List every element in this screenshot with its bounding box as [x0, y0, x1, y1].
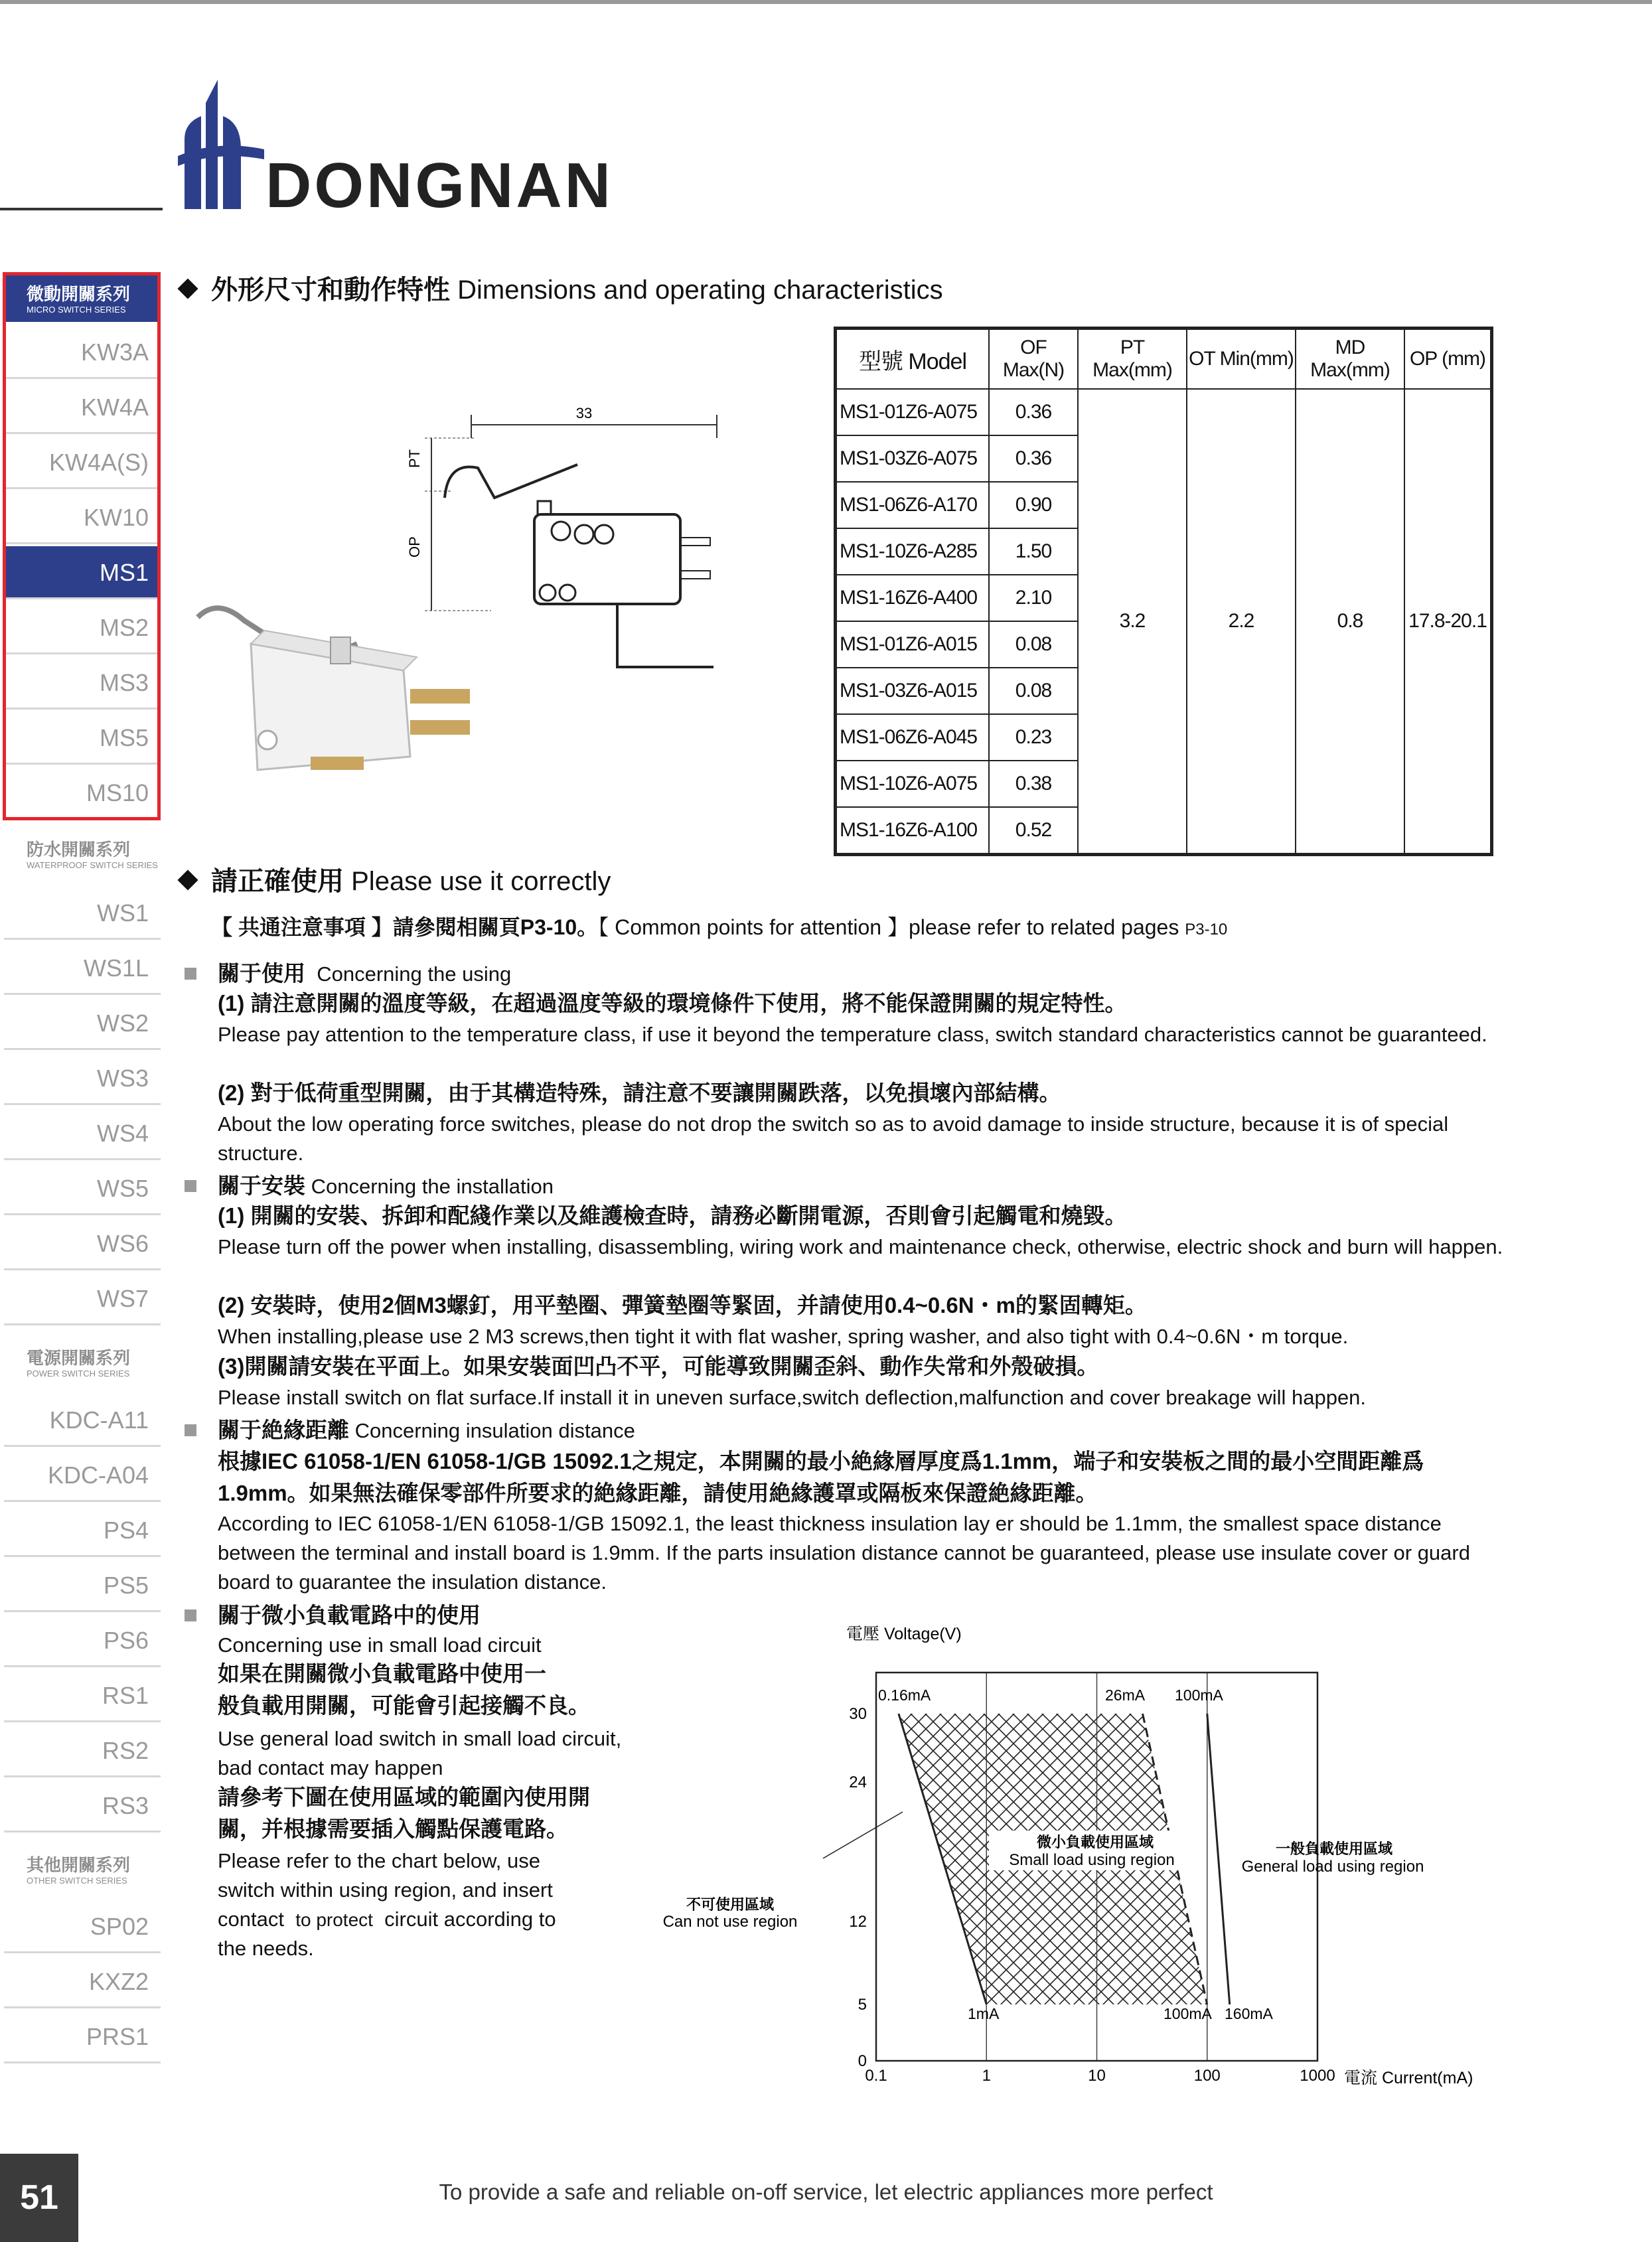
annot-016ma: 0.16mA	[878, 1686, 931, 1704]
category-en: OTHER SWITCH SERIES	[27, 1876, 127, 1886]
sidebar-item-rs3[interactable]: RS3	[4, 1779, 161, 1832]
chart-xlabel: 電流 Current(mA)	[1344, 2069, 1473, 2087]
col-of: OF Max(N)	[989, 329, 1078, 390]
smallload-l9b: to protect	[295, 1909, 373, 1930]
chart-ylabel: 電壓 Voltage(V)	[846, 1625, 962, 1643]
header-rule	[0, 208, 163, 210]
sidebar-item-ws1l[interactable]: WS1L	[4, 942, 161, 995]
common-en: 【 Common points for attention 】please refer to related pages	[598, 915, 1179, 939]
general-load-boundary	[1207, 1714, 1230, 2004]
sidebar-item-ws7[interactable]: WS7	[4, 1272, 161, 1325]
sidebar-item-ms10[interactable]: MS10	[4, 767, 161, 820]
col-md: MD Max(mm)	[1296, 329, 1404, 390]
smallload-l4: bad contact may happen	[218, 1756, 443, 1779]
annot-100ma-bottom: 100mA	[1164, 2005, 1212, 2022]
using-heading	[218, 959, 1505, 989]
model-cell: MS1-01Z6-A015	[836, 621, 990, 668]
insulation-p-en: According to IEC 61058-1/EN 61058-1/GB 15092.1, the least thickness insulation lay er should be 1.1mm, the smallest space distance between the terminal and install board is 1.9mm. If the parts insulation distance cannot be guaranteed, please use insulate cover or guard board to guarantee the insulation distance.	[218, 1512, 1470, 1594]
smallload-l5: 請參考下圖在使用區域的範圍內使用開	[218, 1785, 590, 1809]
smallload-heading-en: Concerning use in small load circuit	[218, 1633, 542, 1657]
sidebar-item-ps4[interactable]: PS4	[4, 1504, 161, 1557]
y-tick-label: 5	[858, 1996, 867, 2014]
dimension-drawing	[406, 398, 723, 690]
install-heading-cn: 關于安裝	[218, 1173, 305, 1198]
using-p2-en: About the low operating force switches, please do not drop the switch so as to avoid damage to inside structure, because it is of special structure.	[218, 1112, 1449, 1165]
section-title-en: Please use it correctly	[351, 867, 611, 896]
of-cell: 0.36	[989, 435, 1078, 482]
of-cell: 0.52	[989, 807, 1078, 855]
diamond-bullet-icon	[177, 279, 198, 299]
sidebar-item-kw4a[interactable]: KW4A	[4, 381, 161, 434]
x-tick-label: 1	[982, 2067, 991, 2085]
category-cn: 微動開關系列	[27, 284, 131, 304]
of-cell: 0.38	[989, 761, 1078, 807]
category-other	[4, 1846, 161, 1893]
sidebar-item-ps6[interactable]: PS6	[4, 1614, 161, 1667]
category-en: POWER SWITCH SERIES	[27, 1369, 130, 1379]
smallload-l10: the needs.	[218, 1937, 314, 1960]
section-title-en: Dimensions and operating characteristics	[457, 275, 943, 305]
using-p1-en: Please pay attention to the temperature class, if use it beyond the temperature class, switch standard characteristics cannot be guaranteed.	[218, 1023, 1487, 1046]
model-cell: MS1-06Z6-A045	[836, 714, 990, 761]
smallload-heading-cn: 關于微小負載電路中的使用	[218, 1603, 481, 1627]
model-cell: MS1-01Z6-A075	[836, 389, 990, 435]
using-heading-cn: 關于使用	[218, 961, 305, 986]
sidebar-item-prs1[interactable]: PRS1	[4, 2010, 161, 2063]
op-cell: 17.8-20.1	[1404, 389, 1492, 855]
model-cell: MS1-06Z6-A170	[836, 482, 990, 528]
model-cell: MS1-16Z6-A400	[836, 575, 990, 621]
using-heading-en: Concerning the using	[317, 962, 512, 986]
install-heading-en: Concerning the installation	[311, 1175, 554, 1198]
sidebar-item-ms3[interactable]: MS3	[4, 656, 161, 710]
cannot-region-cn: 不可使用區域	[686, 1896, 775, 1913]
insulation-p-cn: 根據IEC 61058-1/EN 61058-1/GB 15092.1之規定，本開關的最小絶緣層厚度爲1.1mm，端子和安裝板之間的最小空間距離爲1.9mm。如果無法確保零部件所要求的絶緣距離，請使用絶緣護罩或隔板來保證絶緣距離。	[218, 1449, 1424, 1505]
sidebar-item-ws6[interactable]: WS6	[4, 1217, 161, 1270]
smallload-l9c: circuit according to	[384, 1907, 556, 1931]
general-region-cn: 一般負載使用區域	[1275, 1840, 1393, 1857]
footer-slogan: To provide a safe and reliable on-off service, let electric appliances more perfect	[439, 2180, 1213, 2204]
install-p3-cn: (3)開關請安裝在平面上。如果安裝面凹凸不平，可能導致開關歪斜、動作失常和外殼破損。	[218, 1354, 1099, 1379]
x-tick-label: 0.1	[865, 2067, 887, 2085]
sidebar-item-ms5[interactable]: MS5	[4, 711, 161, 765]
col-op: OP (mm)	[1404, 329, 1492, 390]
small-region-en: Small load using region	[1009, 1851, 1175, 1869]
smallload-l2: 般負載用開關，可能會引起接觸不良。	[218, 1693, 590, 1718]
category-cn: 防水開關系列	[27, 840, 131, 859]
of-cell: 0.36	[989, 389, 1078, 435]
smallload-l6: 關，并根據需要插入觸點保護電路。	[218, 1817, 568, 1841]
sidebar-item-kw10[interactable]: KW10	[4, 491, 161, 544]
table-header-row	[836, 329, 1492, 390]
category-cn: 電源開關系列	[27, 1348, 131, 1368]
x-tick-label: 100	[1193, 2067, 1221, 2085]
smallload-l9a: contact	[218, 1907, 284, 1931]
square-bullet-icon	[185, 1180, 196, 1192]
sidebar-item-kdc-a11[interactable]: KDC-A11	[4, 1394, 161, 1447]
cannot-region-en: Can not use region	[662, 1913, 798, 1931]
common-cn: 【 共通注意事項 】請參閱相關頁P3-10。	[211, 915, 599, 939]
spec-table	[834, 327, 1493, 856]
model-cell: MS1-10Z6-A285	[836, 528, 990, 575]
sidebar-item-ws5[interactable]: WS5	[4, 1162, 161, 1215]
category-cn: 其他開關系列	[27, 1855, 131, 1875]
sidebar-item-ms2[interactable]: MS2	[4, 601, 161, 654]
smallload-l9	[218, 1905, 709, 1935]
pointer-line	[823, 1812, 903, 1858]
sidebar-item-kw4a-s[interactable]: KW4A(S)	[4, 436, 161, 489]
install-p2-cn: (2) 安裝時，使用2個M3螺釘，用平墊圈、彈簧墊圈等緊固，并請使用0.4~0.6N・m的緊固轉矩。	[218, 1293, 1147, 1317]
install-heading	[218, 1171, 1505, 1201]
section-title-cn: 外形尺寸和動作特性	[211, 275, 450, 305]
common-page-ref: P3-10	[1185, 921, 1228, 938]
install-p2-en: When installing,please use 2 M3 screws,then tight it with flat washer, spring washer, and also tight with 0.4~0.6N・m torque.	[218, 1325, 1349, 1348]
y-tick-label: 24	[849, 1773, 867, 1791]
of-cell: 0.08	[989, 668, 1078, 714]
sidebar-item-ws2[interactable]: WS2	[4, 997, 161, 1050]
y-tick-label: 30	[849, 1705, 867, 1723]
square-bullet-icon	[185, 1609, 196, 1621]
sidebar-item-ms1[interactable]: MS1	[4, 546, 161, 599]
insulation-heading-en: Concerning insulation distance	[354, 1419, 635, 1442]
y-tick-label: 0	[858, 2052, 867, 2070]
md-cell: 0.8	[1296, 389, 1404, 855]
pt-cell: 3.2	[1078, 389, 1187, 855]
x-tick-label: 10	[1088, 2067, 1106, 2085]
annot-160ma: 160mA	[1225, 2005, 1273, 2022]
sidebar-item-kxz2[interactable]: KXZ2	[4, 1955, 161, 2008]
category-micro	[4, 275, 161, 322]
sidebar-item-rs1[interactable]: RS1	[4, 1669, 161, 1722]
of-cell: 0.08	[989, 621, 1078, 668]
dongnan-logo-icon	[178, 76, 264, 216]
square-bullet-icon	[185, 1424, 196, 1436]
category-waterproof	[4, 831, 161, 877]
small-region-cn: 微小負載使用區域	[1036, 1834, 1154, 1850]
install-p3-en: Please install switch on flat surface.If install it in uneven surface,switch deflection,malfunction and cover breakage will happen.	[218, 1386, 1367, 1409]
smallload-l7: Please refer to the chart below, use	[218, 1849, 540, 1872]
using-p2-cn: (2) 對于低荷重型開關，由于其構造特殊，請注意不要讓開關跌落，以免損壞內部結構。	[218, 1081, 1061, 1105]
col-ot: OT Min(mm)	[1187, 329, 1296, 390]
section-usage-title	[181, 860, 611, 898]
install-p1-cn: (1) 開關的安裝、拆卸和配綫作業以及維護檢查時，請務必斷開電源，否則會引起觸電和燒毀。	[218, 1203, 1127, 1228]
insulation-heading	[218, 1416, 1505, 1446]
annot-1ma: 1mA	[968, 2005, 1000, 2022]
col-model: 型號 Model	[836, 329, 990, 390]
brand-name: DONGNAN	[265, 150, 613, 221]
x-tick-labels	[865, 2067, 1335, 2085]
pt-label: PT	[406, 449, 423, 468]
annot-100ma-top: 100mA	[1175, 1686, 1223, 1704]
model-cell: MS1-16Z6-A100	[836, 807, 990, 855]
diamond-bullet-icon	[177, 870, 198, 891]
common-attention	[211, 913, 1499, 944]
model-cell: MS1-10Z6-A075	[836, 761, 990, 807]
smallload-l1: 如果在開關微小負載電路中使用一	[218, 1661, 546, 1686]
page-number: 51	[0, 2154, 78, 2242]
of-cell: 0.90	[989, 482, 1078, 528]
dim-33-label: 33	[575, 405, 593, 421]
of-cell: 2.10	[989, 575, 1078, 621]
y-tick-labels	[849, 1705, 867, 2070]
of-cell: 0.23	[989, 714, 1078, 761]
ot-cell: 2.2	[1187, 389, 1296, 855]
load-region-chart	[662, 1619, 1507, 2097]
sidebar-item-ws4[interactable]: WS4	[4, 1107, 161, 1160]
category-en: MICRO SWITCH SERIES	[27, 305, 126, 315]
top-rule	[0, 0, 1652, 4]
of-cell: 1.50	[989, 528, 1078, 575]
y-tick-label: 12	[849, 1913, 867, 1931]
sidebar-item-ws3[interactable]: WS3	[4, 1052, 161, 1105]
annot-26ma: 26mA	[1105, 1686, 1146, 1704]
op-label: OP	[406, 536, 423, 558]
col-pt: PT Max(mm)	[1078, 329, 1187, 390]
general-region-en: General load using region	[1241, 1858, 1424, 1876]
section-dimensions-title	[181, 269, 943, 307]
sidebar-item-ps5[interactable]: PS5	[4, 1559, 161, 1612]
model-cell: MS1-03Z6-A075	[836, 435, 990, 482]
sidebar-item-kw3a[interactable]: KW3A	[4, 326, 161, 379]
x-tick-label: 1000	[1300, 2067, 1335, 2085]
using-p1-cn: (1) 請注意開關的溫度等級，在超過溫度等級的環境條件下使用，將不能保證開關的規定特性。	[218, 991, 1127, 1015]
install-p1-en: Please turn off the power when installing, disassembling, wiring work and maintenance check, otherwise, electric shock and burn will happen.	[218, 1235, 1503, 1258]
sidebar-item-rs2[interactable]: RS2	[4, 1724, 161, 1777]
section-title-cn: 請正確使用	[211, 867, 344, 896]
sidebar-item-sp02[interactable]: SP02	[4, 1900, 161, 1953]
sidebar-item-ws1[interactable]: WS1	[4, 887, 161, 940]
sidebar-item-kdc-a04[interactable]: KDC-A04	[4, 1449, 161, 1502]
table-row	[836, 389, 1492, 435]
insulation-heading-cn: 關于絶緣距離	[218, 1418, 349, 1442]
model-cell: MS1-03Z6-A015	[836, 668, 990, 714]
smallload-l3: Use general load switch in small load circuit,	[218, 1727, 622, 1750]
category-en: WATERPROOF SWITCH SERIES	[27, 860, 158, 870]
category-power	[4, 1339, 161, 1386]
smallload-l8: switch within using region, and insert	[218, 1878, 553, 1902]
square-bullet-icon	[185, 968, 196, 980]
